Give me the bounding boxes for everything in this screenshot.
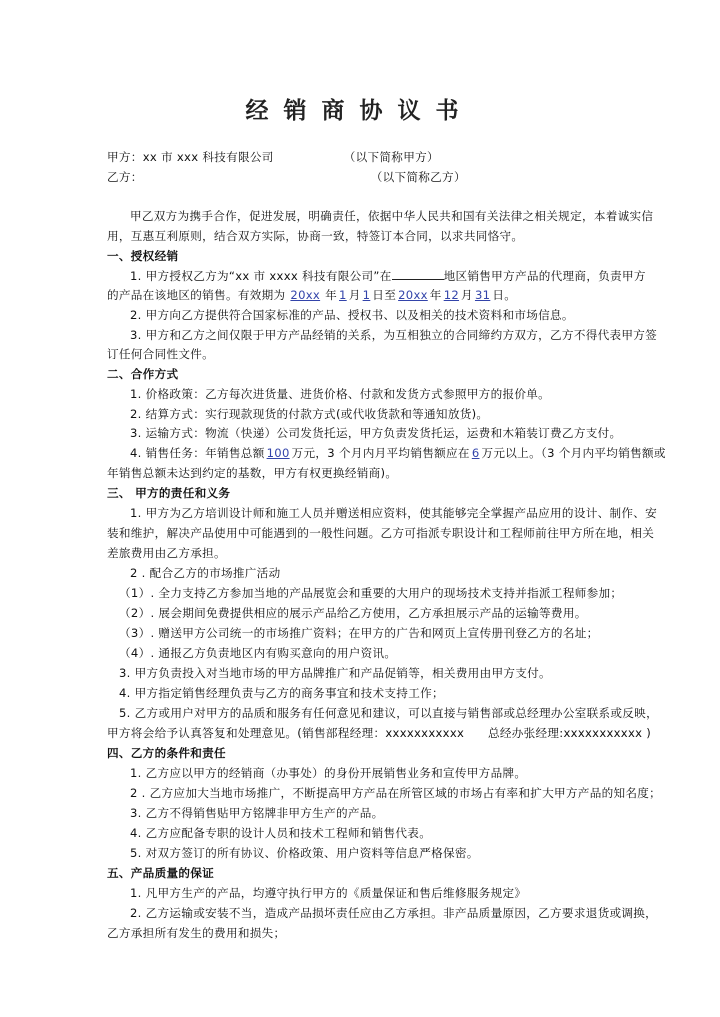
- section-2-item-4-cont: 年销售总额未达到约定的基数，甲方有权更换经销商)。: [107, 466, 398, 480]
- section-4-item-1: 1. 乙方应以甲方的经销商（办事处）的身份开展销售业务和宣传甲方品牌。: [130, 766, 527, 780]
- section-3-item-1-cont2: 差旅费用由乙方承担。: [107, 546, 226, 560]
- section-3-sub-2: （2）. 展会期间免费提供相应的展示产品给乙方使用，乙方承担展示产品的运输等费用。: [119, 606, 587, 620]
- label: 日至: [372, 288, 397, 302]
- section-1-heading: 一、授权经销: [107, 249, 179, 263]
- section-5-heading: 五、产品质量的保证: [107, 866, 215, 880]
- label: 月: [461, 288, 473, 302]
- section-3-item-1: 1. 甲方为乙方培训设计师和施工人员并赠送相应资料，使其能够完全掌握产品应用的设计、制作、安: [130, 506, 658, 520]
- item-text: 1. 甲方授权乙方为“xx 市 xxxx 科技有限公司”在: [130, 269, 392, 283]
- section-5-item-1: 1. 凡甲方生产的产品，均遵守执行甲方的《质量保证和售后维修服务规定》: [130, 886, 527, 900]
- section-3-sub-3: （3）. 赠送甲方公司统一的市场推广资料；在甲方的广告和网页上宣传册刊登乙方的名址；: [119, 626, 599, 640]
- section-1-item-1: [107, 267, 646, 285]
- section-2-item-3: 3. 运输方式：物流（快递）公司发货托运，甲方负责发货托运，运费和木箱装订费乙方支付。: [130, 426, 622, 440]
- party-a-label: 甲方：: [107, 150, 143, 164]
- section-2-item-4: [107, 444, 666, 462]
- section-3-item-3: 3. 甲方负责投入对当地市场的甲方品牌推广和产品促销等，相关费用由甲方支付。: [119, 666, 551, 680]
- preamble-line-2: 用，互惠互利原则，结合双方实际，协商一致，特签订本合同，以求共同恪守。: [107, 229, 524, 243]
- item-text: 地区销售甲方产品的代理商，负责甲方: [443, 269, 646, 283]
- section-3-item-1-cont: 装和维护，解决产品使用中可能遇到的一般性问题。乙方可指派专职设计和工程师前往甲方所在地，相关: [107, 526, 655, 540]
- section-4-item-3: 3. 乙方不得销售贴甲方铭牌非甲方生产的产品。: [130, 806, 384, 820]
- end-month: 12: [443, 288, 460, 302]
- annual-sales-value: 100: [266, 446, 290, 460]
- party-a-line: [107, 148, 612, 166]
- section-3-sub-1: （1）. 全力支持乙方参加当地的产品展览会和重要的大用户的现场技术支持并指派工程师参加；: [119, 586, 623, 600]
- section-4-item-5: 5. 对双方签订的所有协议、价格政策、用户资料等信息严格保密。: [130, 846, 479, 860]
- section-1-item-3: 3. 甲方和乙方之间仅限于甲方产品经销的关系，为互相独立的合同缔约方双方，乙方不得代表甲方签: [130, 328, 658, 342]
- item-text: 万元以上。（3 个月内平均销售额或: [481, 446, 666, 460]
- item-text: 4. 销售任务：年销售总额: [130, 446, 265, 460]
- monthly-avg-value: 6: [471, 446, 480, 460]
- section-2-heading: 二、合作方式: [107, 367, 179, 381]
- label: 月: [348, 288, 361, 302]
- section-4-heading: 四、乙方的条件和责任: [107, 746, 226, 760]
- label: 日。: [492, 288, 517, 302]
- start-day: 1: [362, 288, 371, 302]
- section-3-item-4: 4. 甲方指定销售经理负责与乙方的商务事宜和技术支持工作；: [119, 686, 444, 700]
- preamble-line-1: 甲乙双方为携手合作，促进发展，明确责任，依据中华人民共和国有关法律之相关规定，本着诚实信: [130, 209, 654, 223]
- section-3-sub-4: （4）. 通报乙方负责地区内有购买意向的用户资讯。: [119, 646, 397, 660]
- item-text: 万元，3 个月内月平均销售额应在: [291, 446, 470, 460]
- item-text: 的产品在该地区的销售。有效期为: [107, 288, 286, 302]
- region-blank: [392, 267, 444, 280]
- section-3-item-5-cont: 甲方将会给予认真答复和处理意见。(销售部程经理：xxxxxxxxxxx 总经办张经理:xxxxxxxxxxx ): [107, 726, 652, 740]
- section-2-item-2: 2. 结算方式：实行现款现货的付款方式(或代收货款和等通知放货)。: [130, 407, 489, 421]
- party-a-name: xx 市 xxx 科技有限公司: [142, 150, 274, 164]
- section-1-item-1-cont: [107, 286, 612, 304]
- end-year: 20xx: [398, 288, 428, 302]
- section-3-item-2: 2 . 配合乙方的市场推广活动: [130, 566, 281, 580]
- label: 年: [325, 288, 338, 302]
- section-1-item-2: 2. 甲方向乙方提供符合国家标准的产品、授权书、以及相关的技术资料和市场信息。: [130, 308, 574, 322]
- start-month: 1: [339, 288, 347, 302]
- label: 年: [429, 288, 442, 302]
- section-5-item-2-cont: 乙方承担所有发生的费用和损失；: [107, 926, 286, 940]
- section-3-heading: 三、 甲方的责任和义务: [107, 486, 231, 500]
- section-2-item-1: 1. 价格政策：乙方每次进货量、进货价格、付款和发货方式参照甲方的报价单。: [130, 387, 551, 401]
- end-day: 31: [474, 288, 491, 302]
- party-a-alias: （以下简称甲方）: [343, 150, 439, 164]
- party-b-line: [107, 168, 612, 186]
- start-year: 20xx: [290, 288, 321, 302]
- section-1-item-3-cont: 订任何合同性文件。: [107, 347, 215, 361]
- section-3-item-5: 5. 乙方或用户对甲方的品质和服务有任何意见和建议，可以直接与销售部或总经理办公室联系或反映，: [119, 706, 658, 720]
- section-4-item-2: 2 . 乙方应加大当地市场推广，不断提高甲方产品在所管区域的市场占有率和扩大甲方产品的知名度；: [130, 786, 662, 800]
- section-4-item-4: 4. 乙方应配备专职的设计人员和技术工程师和销售代表。: [130, 826, 432, 840]
- party-b-label: 乙方：: [107, 170, 143, 184]
- section-5-item-2: 2. 乙方运输或安装不当，造成产品损坏责任应由乙方承担。非产品质量原因，乙方要求退货或调换，: [130, 906, 658, 920]
- document-title: 经销商协议书: [245, 97, 474, 124]
- party-b-alias: （以下简称乙方）: [370, 170, 466, 184]
